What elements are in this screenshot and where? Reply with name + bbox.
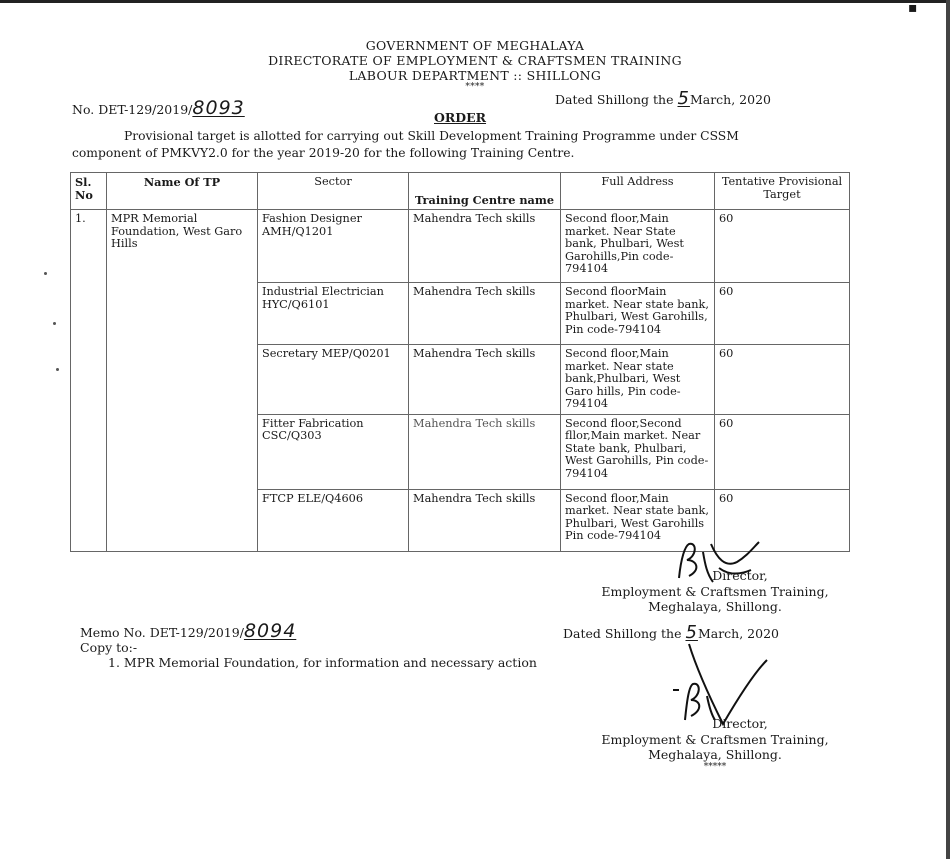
cell-sector: Industrial Electrician HYC/Q6101: [258, 283, 409, 345]
signatory-department: Employment & Craftsmen Training,: [601, 583, 829, 599]
scan-right-border: [946, 0, 950, 859]
letterhead: [0, 38, 950, 92]
cell-address: Second floorMain market. Near state bank, Phulbari, West Garohills, Pin code-794104: [561, 283, 715, 345]
scan-speck: [56, 368, 59, 371]
cell-tp-name: MPR Memorial Foundation, West Garo Hills: [107, 210, 258, 552]
letterhead-directorate: DIRECTORATE OF EMPLOYMENT & CRAFTSMEN TRAINING: [268, 53, 682, 68]
header-target: Tentative Provisional Target: [715, 173, 850, 210]
order-paragraph: [72, 128, 872, 162]
reference-handwritten-number: 8093: [192, 97, 245, 119]
signature-block-2: [585, 716, 845, 772]
memo-prefix: Memo No. DET-129/2019/: [80, 625, 244, 640]
scan-top-border: [0, 0, 950, 3]
date-suffix: March, 2020: [697, 626, 779, 641]
cell-address: Second floor,Main market. Near state bank, Phulbari, West Garohills Pin code-794104: [561, 489, 715, 551]
cell-centre: Mahendra Tech skills: [409, 345, 561, 415]
cell-target: 60: [715, 210, 850, 283]
signature-stars: *****: [703, 761, 727, 772]
signatory-title: Director,: [712, 716, 768, 731]
cell-target: 60: [715, 345, 850, 415]
reference-prefix: No. DET-129/2019/: [72, 102, 193, 117]
cell-centre: Mahendra Tech skills: [409, 210, 561, 283]
scan-speck: [53, 322, 56, 325]
signatory-department: Employment & Craftsmen Training,: [601, 731, 829, 747]
cell-centre: Mahendra Tech skills: [409, 283, 561, 345]
header-tp-name: Name Of TP: [107, 173, 258, 210]
target-table: [70, 172, 850, 552]
cell-sector: Fashion Designer AMH/Q1201: [258, 210, 409, 283]
cell-address: Second floor,Second fllor,Main market. Near State bank, Phulbari, West Garohills, Pin code-794104: [561, 414, 715, 489]
cell-target: 60: [715, 283, 850, 345]
copy-to-section: [80, 640, 537, 670]
copy-to-item: 1. MPR Memorial Foundation, for information and necessary action: [108, 655, 537, 670]
scan-corner-mark: ▪: [908, 0, 918, 16]
scan-speck: [44, 272, 47, 275]
header-sector: Sector: [258, 173, 409, 210]
signatory-location: Meghalaya, Shillong.: [648, 747, 782, 762]
copy-to-label: Copy to:-: [80, 640, 138, 655]
cell-sector: Fitter Fabrication CSC/Q303: [258, 414, 409, 489]
reference-number: [72, 97, 245, 119]
paragraph-line-2: component of PMKVY2.0 for the year 2019-20 for the following Training Centre.: [72, 146, 575, 160]
signatory-location: Meghalaya, Shillong.: [648, 599, 782, 614]
cell-centre: Mahendra Tech skills: [409, 414, 561, 489]
cell-sl-no: 1.: [71, 210, 107, 552]
cell-centre: Mahendra Tech skills: [409, 489, 561, 551]
table-header-row: [71, 173, 850, 210]
memo-handwritten-number: 8094: [243, 620, 297, 642]
signatory-title: Director,: [712, 568, 768, 583]
date-prefix: Dated Shillong the: [555, 92, 678, 107]
order-title: ORDER: [434, 110, 487, 125]
order-date: [555, 88, 771, 109]
letterhead-government: GOVERNMENT OF MEGHALAYA: [365, 38, 585, 53]
date-suffix: March, 2020: [689, 92, 771, 107]
memo-number: [80, 620, 296, 642]
header-full-address: Full Address: [561, 173, 715, 210]
cell-sector: Secretary MEP/Q0201: [258, 345, 409, 415]
header-centre-name: Training Centre name: [409, 173, 561, 210]
cell-sector: FTCP ELE/Q4606: [258, 489, 409, 551]
letterhead-stars: ****: [465, 82, 485, 92]
cell-target: 60: [715, 414, 850, 489]
signature-block-1: [585, 568, 845, 615]
letterhead-department: LABOUR DEPARTMENT :: SHILLONG: [348, 68, 602, 83]
date-prefix: Dated Shillong the: [563, 626, 686, 641]
cell-address: Second floor,Main market. Near state bank,Phulbari, West Garo hills, Pin code-794104: [561, 345, 715, 415]
date-handwritten-day: 5: [685, 622, 698, 643]
header-sl-no: Sl. No: [71, 173, 107, 210]
cell-target: 60: [715, 489, 850, 551]
paragraph-line-1: Provisional target is allotted for carrying out Skill Development Training Programme under CSSM: [124, 129, 739, 143]
cell-address: Second floor,Main market. Near State bank, Phulbari, West Garohills,Pin code-794104: [561, 210, 715, 283]
table-row: [71, 210, 850, 283]
date-handwritten-day: 5: [677, 88, 690, 109]
